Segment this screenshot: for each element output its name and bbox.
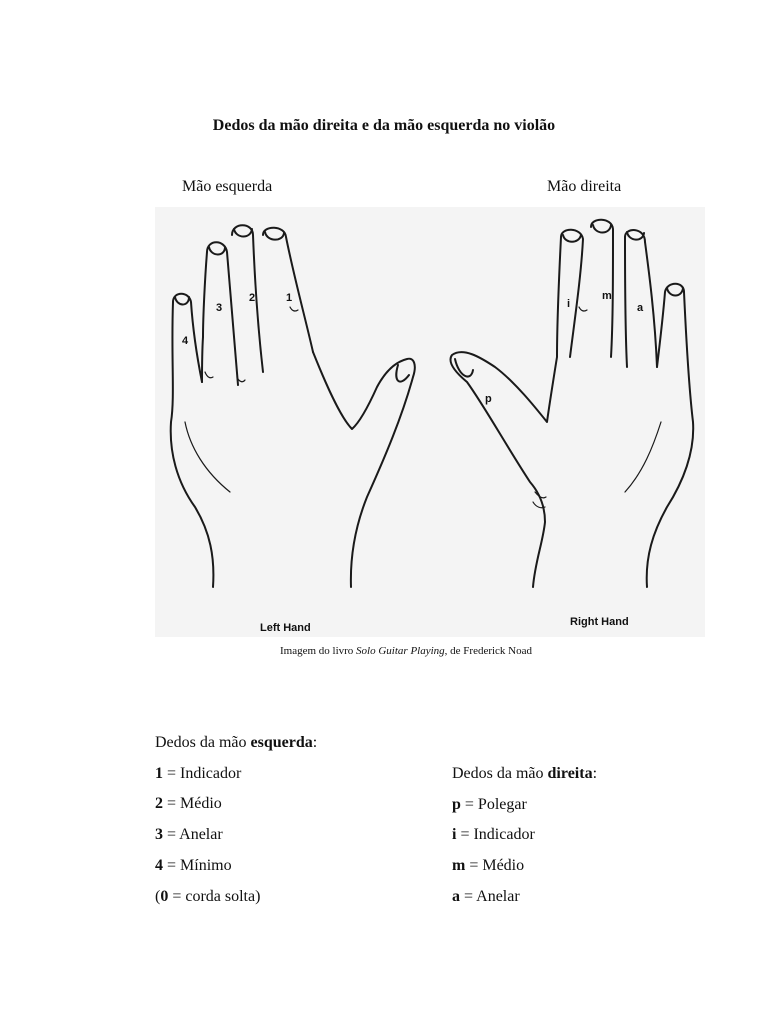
left-hand-legend xyxy=(155,728,317,912)
legend-item xyxy=(452,882,597,913)
right-finger-mark: p xyxy=(485,393,492,405)
right-hand-caption: Right Hand xyxy=(570,616,629,628)
legend-key: m xyxy=(452,857,466,875)
legend-item xyxy=(452,790,597,821)
legend-paren: ( xyxy=(155,887,161,905)
legend-key: 0 xyxy=(160,887,169,905)
left-hand-caption: Left Hand xyxy=(260,622,311,634)
legend-key: 3 xyxy=(155,826,163,844)
hands-illustration xyxy=(155,207,705,637)
right-legend-heading xyxy=(452,759,597,790)
legend-item xyxy=(452,851,597,882)
legend-value: = Anelar xyxy=(163,826,223,844)
legend-key: 2 xyxy=(155,795,163,813)
left-legend-heading xyxy=(155,728,317,759)
credit-prefix: Imagem do livro xyxy=(279,645,357,657)
left-finger-mark: 2 xyxy=(249,292,256,304)
heading-colon: : xyxy=(312,734,318,751)
legend-item xyxy=(155,759,317,790)
legend-item xyxy=(155,820,317,851)
left-hand-heading: Mão esquerda xyxy=(182,178,273,195)
heading-emphasis: direita xyxy=(547,765,593,782)
page-title: Dedos da mão direita e da mão esquerda no violão xyxy=(212,117,556,134)
legend-key: i xyxy=(452,826,457,844)
credit-book-title: Solo Guitar Playing xyxy=(356,645,445,657)
legend-key: 4 xyxy=(155,856,163,874)
heading-text: Dedos da mão xyxy=(452,765,548,782)
legend-key: 1 xyxy=(155,764,163,782)
credit-suffix: , de Frederick Noad xyxy=(444,645,533,657)
legend-value: = Mínimo xyxy=(163,856,232,874)
legend-item xyxy=(452,820,597,851)
heading-colon: : xyxy=(592,765,598,782)
left-hand-drawing xyxy=(171,225,415,634)
image-credit xyxy=(0,645,768,657)
legend-item xyxy=(155,851,317,882)
legend-value: = Médio xyxy=(465,857,525,875)
legend-value: = Indicador xyxy=(456,826,535,844)
right-finger-mark: a xyxy=(637,302,644,314)
heading-text: Dedos da mão xyxy=(155,734,251,751)
legend-value: = Indicador xyxy=(163,764,242,782)
right-hand-drawing xyxy=(450,220,693,628)
heading-emphasis: esquerda xyxy=(250,734,313,751)
left-finger-mark: 3 xyxy=(216,302,223,314)
legend-value: = Polegar xyxy=(460,795,527,813)
legend-key: a xyxy=(452,887,460,905)
right-hand-legend xyxy=(452,759,597,913)
legend-value: = Anelar xyxy=(460,887,520,905)
left-finger-mark: 1 xyxy=(286,292,293,304)
legend-value: = corda solta) xyxy=(168,887,261,905)
legend-item xyxy=(155,789,317,820)
legend-key: p xyxy=(452,795,461,813)
right-finger-mark: m xyxy=(602,290,612,302)
left-finger-mark: 4 xyxy=(182,335,189,347)
right-hand-heading: Mão direita xyxy=(547,178,622,195)
legend-value: = Médio xyxy=(163,795,222,813)
legend-open-string xyxy=(155,882,317,913)
right-finger-mark: i xyxy=(567,298,571,310)
